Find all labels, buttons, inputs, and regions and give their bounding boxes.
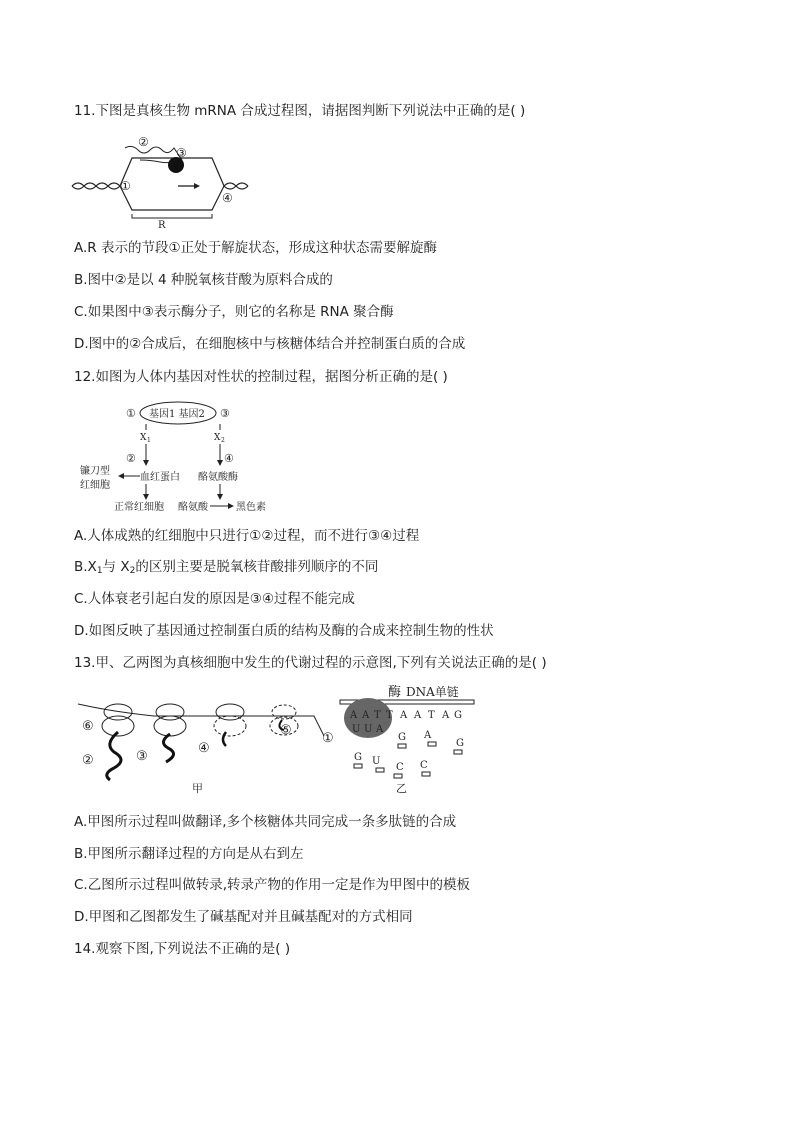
svg-text:甲: 甲 bbox=[192, 782, 203, 795]
q13-figure-yi bbox=[338, 684, 478, 796]
svg-text:②: ② bbox=[126, 452, 136, 465]
q11-option-b: B.图中②是以 4 种脱氧核苷酸为原料合成的 bbox=[74, 272, 333, 288]
q13-stem: 13.甲、乙两图为真核细胞中发生的代谢过程的示意图,下列有关说法正确的是( ) bbox=[74, 655, 547, 671]
svg-text:镰刀型: 镰刀型 bbox=[80, 466, 110, 477]
q13-option-b: B.甲图所示翻译过程的方向是从右到左 bbox=[74, 846, 304, 862]
svg-text:②: ② bbox=[82, 753, 94, 768]
svg-text:A: A bbox=[362, 710, 370, 721]
svg-text:2: 2 bbox=[221, 437, 225, 444]
q13-option-c: C.乙图所示过程叫做转录,转录产物的作用一定是作为甲图中的模板 bbox=[74, 877, 471, 893]
q14-stem: 14.观察下图,下列说法不正确的是( ) bbox=[74, 941, 291, 957]
svg-text:红细胞: 红细胞 bbox=[80, 480, 110, 491]
svg-text:基因1 基因2: 基因1 基因2 bbox=[149, 409, 205, 420]
svg-text:U: U bbox=[372, 756, 381, 767]
q11-option-d: D.图中的②合成后，在细胞核中与核糖体结合并控制蛋白质的合成 bbox=[74, 336, 466, 352]
q13-figure-jia bbox=[74, 684, 344, 798]
svg-text:A: A bbox=[424, 730, 432, 741]
svg-text:酶: 酶 bbox=[388, 685, 402, 700]
svg-text:①: ① bbox=[322, 731, 334, 746]
svg-text:黑色素: 黑色素 bbox=[236, 502, 266, 513]
svg-text:U: U bbox=[364, 724, 373, 735]
svg-text:X: X bbox=[214, 433, 221, 443]
q11-option-c: C.如果图中③表示酶分子，则它的名称是 RNA 聚合酶 bbox=[74, 304, 394, 320]
svg-text:酪氨酸酶: 酪氨酸酶 bbox=[198, 472, 238, 483]
q12-figure bbox=[74, 400, 294, 516]
svg-text:G: G bbox=[354, 752, 362, 763]
svg-text:血红蛋白: 血红蛋白 bbox=[140, 472, 180, 483]
svg-text:G: G bbox=[454, 710, 462, 721]
svg-text:X: X bbox=[140, 433, 147, 443]
svg-text:①: ① bbox=[126, 407, 136, 420]
q13-option-d: D.甲图和乙图都发生了碱基配对并且碱基配对的方式相同 bbox=[74, 909, 413, 925]
q12-option-c: C.人体衰老引起白发的原因是③④过程不能完成 bbox=[74, 591, 355, 607]
svg-text:DNA单链: DNA单链 bbox=[406, 685, 459, 699]
svg-text:④: ④ bbox=[222, 191, 233, 205]
svg-text:A: A bbox=[350, 710, 358, 721]
svg-text:A: A bbox=[400, 710, 408, 721]
q13-option-a: A.甲图所示过程叫做翻译,多个核糖体共同完成一条多肽链的合成 bbox=[74, 814, 457, 830]
svg-text:②: ② bbox=[138, 135, 149, 149]
q11-figure bbox=[70, 130, 250, 230]
svg-text:③: ③ bbox=[220, 407, 230, 420]
svg-text:A: A bbox=[414, 710, 422, 721]
q12-option-a: A.人体成熟的红细胞中只进行①②过程，而不进行③④过程 bbox=[74, 528, 420, 544]
q11-stem: 11.下图是真核生物 mRNA 合成过程图，请据图判断下列说法中正确的是( ) bbox=[74, 103, 526, 119]
q12-option-d: D.如图反映了基因通过控制蛋白质的结构及酶的合成来控制生物的性状 bbox=[74, 623, 494, 639]
svg-text:C: C bbox=[420, 760, 428, 771]
svg-text:③: ③ bbox=[176, 146, 187, 160]
svg-text:乙: 乙 bbox=[396, 782, 407, 795]
svg-text:⑤: ⑤ bbox=[280, 723, 292, 738]
q12-option-b: $B.X_1$与 $X_2$的区别主要是脱氧核苷酸排列顺序的不同 bbox=[74, 559, 379, 576]
svg-text:R: R bbox=[158, 220, 166, 230]
svg-text:④: ④ bbox=[224, 452, 234, 465]
svg-text:T: T bbox=[428, 710, 435, 721]
svg-text:⑥: ⑥ bbox=[82, 719, 94, 734]
q11-option-a: A.R 表示的节段①正处于解旋状态，形成这种状态需要解旋酶 bbox=[74, 240, 438, 256]
svg-text:U: U bbox=[352, 724, 361, 735]
svg-text:酪氨酸: 酪氨酸 bbox=[178, 502, 208, 513]
svg-text:A: A bbox=[442, 710, 450, 721]
svg-text:④: ④ bbox=[198, 741, 210, 756]
q12-stem: 12.如图为人体内基因对性状的控制过程，据图分析正确的是( ) bbox=[74, 369, 448, 385]
svg-text:T: T bbox=[386, 710, 393, 721]
svg-text:G: G bbox=[456, 738, 464, 749]
svg-text:1: 1 bbox=[147, 437, 151, 444]
svg-text:A: A bbox=[376, 724, 384, 735]
svg-text:①: ① bbox=[120, 179, 131, 193]
svg-text:正常红细胞: 正常红细胞 bbox=[114, 502, 164, 513]
svg-text:G: G bbox=[398, 732, 406, 743]
svg-text:C: C bbox=[396, 762, 404, 773]
svg-text:T: T bbox=[374, 710, 381, 721]
svg-text:③: ③ bbox=[136, 749, 148, 764]
